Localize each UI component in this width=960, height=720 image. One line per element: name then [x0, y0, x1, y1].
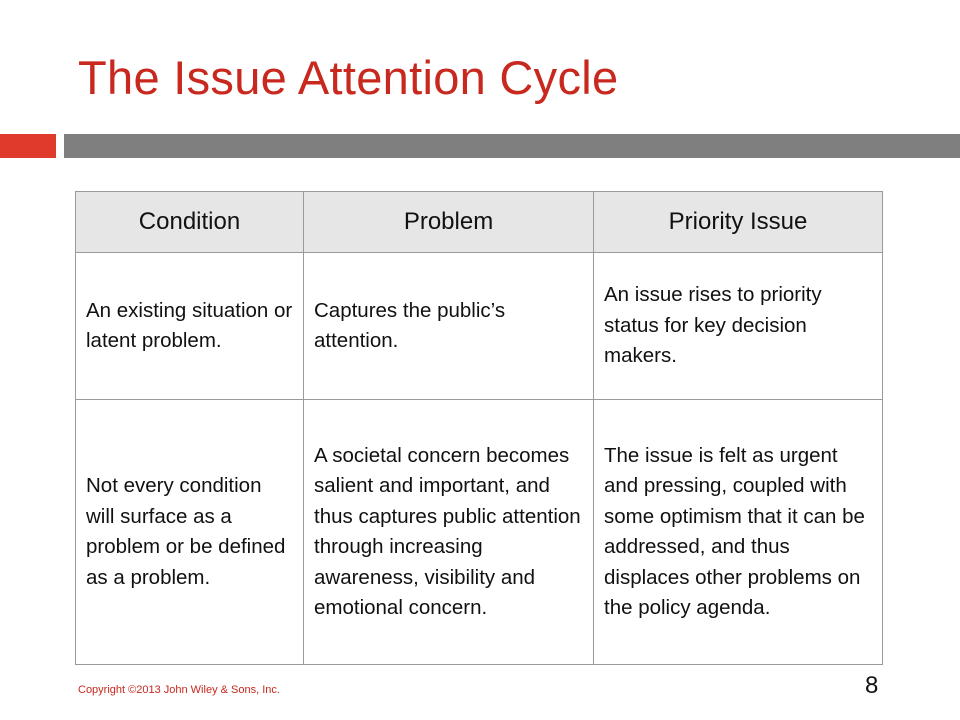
- table-row: [76, 400, 883, 665]
- table-cell-problem: A societal concern becomes salient and important, and thus captures public attention through increasing awareness, visibility and emotional concern.: [304, 400, 594, 665]
- table-header-row: [76, 192, 883, 253]
- table-cell-condition: Not every condition will surface as a problem or be defined as a problem.: [76, 400, 304, 665]
- page-number: 8: [865, 672, 879, 699]
- table-row: [76, 253, 883, 400]
- table-cell-priority-issue: The issue is felt as urgent and pressing, coupled with some optimism that it can be addressed, and thus displaces other problems on the policy agenda.: [594, 400, 883, 665]
- header-problem: Problem: [304, 192, 594, 253]
- slide-title: The Issue Attention Cycle: [78, 51, 619, 104]
- copyright-notice: Copyright ©2013 John Wiley & Sons, Inc.: [78, 684, 280, 696]
- table-cell-problem: Captures the public’s attention.: [304, 253, 594, 400]
- table-cell-condition: An existing situation or latent problem.: [76, 253, 304, 400]
- header-priority-issue: Priority Issue: [594, 192, 883, 253]
- issue-attention-table: [75, 191, 883, 665]
- table-cell-priority-issue: An issue rises to priority status for key decision makers.: [594, 253, 883, 400]
- accent-bar-gray: [64, 134, 960, 158]
- accent-bar-red: [0, 134, 56, 158]
- header-condition: Condition: [76, 192, 304, 253]
